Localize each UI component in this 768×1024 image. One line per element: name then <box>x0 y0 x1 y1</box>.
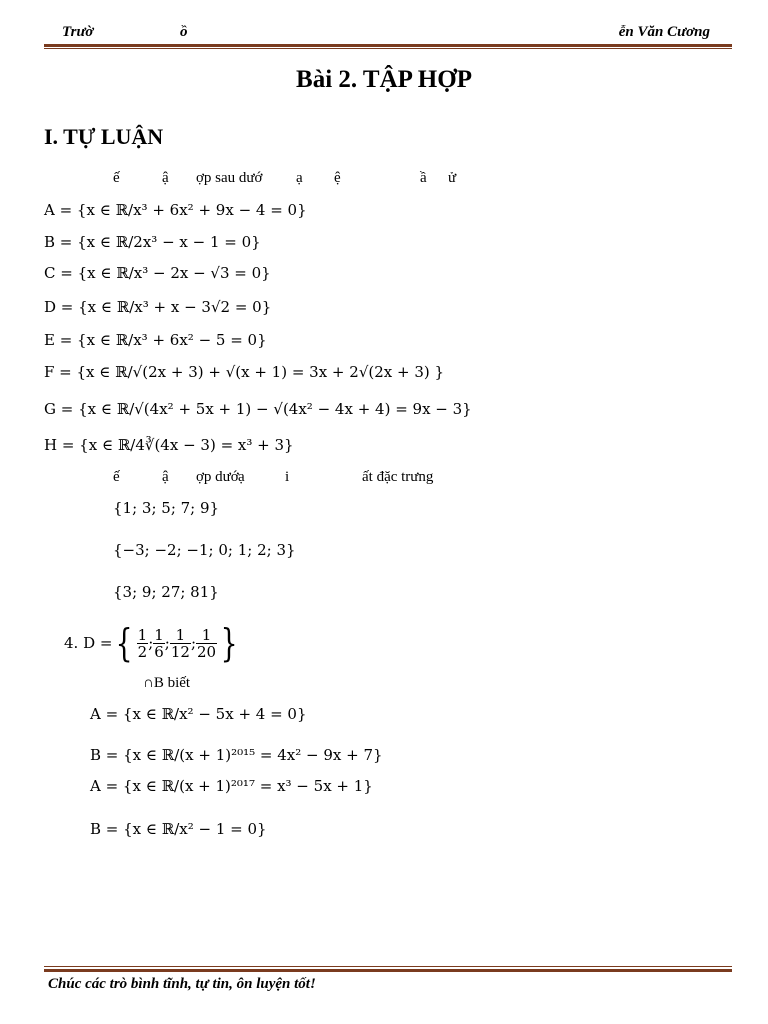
footer-text: Chúc các trò bình tĩnh, tự tin, ôn luyện tốt! <box>48 976 316 992</box>
separator: ; <box>190 634 197 652</box>
brace-close: } <box>220 621 238 665</box>
footer-rule-thick <box>44 969 732 972</box>
set-d-prefix: 4. D = <box>64 634 113 652</box>
fraction: $\frac{1}{2}$ <box>137 625 148 661</box>
fraction: $\frac{1}{6}$ <box>154 625 164 661</box>
header-rule-thick <box>44 44 732 47</box>
q1-fragment: ệ <box>334 170 341 186</box>
q1-fragment: ử <box>448 170 457 186</box>
set-definition: D = {x ∈ ℝ/x³ + x − 3√2 = 0} <box>44 298 272 316</box>
separator: ; <box>148 634 154 652</box>
set-d-fractions <box>64 621 241 665</box>
separator: ; <box>164 634 170 652</box>
header-rule-thin <box>44 48 732 49</box>
set-definition: G = {x ∈ ℝ/√(4x² + 5x + 1) − √(4x² − 4x + 4) = 9x − 3} <box>44 400 472 418</box>
header-author: ễn Văn Cương <box>618 24 710 40</box>
set-definition: F = {x ∈ ℝ/√(2x + 3) + √(x + 1) = 3x + 2√(2x + 3) } <box>44 363 445 381</box>
q1-fragment: ậ <box>162 170 169 186</box>
header-school: Trườ <box>62 24 94 40</box>
set-definition: E = {x ∈ ℝ/x³ + 6x² − 5 = 0} <box>44 331 267 349</box>
set-pair: A = {x ∈ ℝ/(x + 1)²⁰¹⁷ = x³ − 5x + 1} <box>90 777 373 795</box>
q1-fragment: ầ <box>420 170 427 186</box>
q1-fragment: ợp sau dướ <box>196 170 263 186</box>
q1-fragment: ế <box>113 170 120 186</box>
q2-fragment: ạ <box>238 469 245 485</box>
q2-fragment: ất đặc trưng <box>362 469 434 485</box>
header-middle: ồ <box>180 24 188 40</box>
listed-set: {3; 9; 27; 81} <box>113 583 219 601</box>
page-title: Bài 2. TẬP HỢP <box>296 66 472 93</box>
set-definition: C = {x ∈ ℝ/x³ − 2x − √3 = 0} <box>44 264 271 282</box>
set-pair: B = {x ∈ ℝ/(x + 1)²⁰¹⁵ = 4x² − 9x + 7} <box>90 746 383 764</box>
set-definition: A = {x ∈ ℝ/x³ + 6x² + 9x − 4 = 0} <box>44 201 307 219</box>
set-pair: A = {x ∈ ℝ/x² − 5x + 4 = 0} <box>90 705 307 723</box>
q2-fragment: ế <box>113 469 120 485</box>
q3-label: ∩B biết <box>143 675 191 691</box>
footer-rule-thin <box>44 966 732 967</box>
fraction: $\frac{1}{20}$ <box>197 625 217 661</box>
q1-fragment: ạ <box>296 170 303 186</box>
listed-set: {1; 3; 5; 7; 9} <box>113 499 220 517</box>
listed-set: {−3; −2; −1; 0; 1; 2; 3} <box>113 541 296 559</box>
set-pair: B = {x ∈ ℝ/x² − 1 = 0} <box>90 820 267 838</box>
q2-fragment: i <box>285 469 290 485</box>
set-definition: B = {x ∈ ℝ/2x³ − x − 1 = 0} <box>44 233 261 251</box>
fraction: $\frac{1}{12}$ <box>170 625 190 661</box>
q2-fragment: ợp dướ <box>196 469 239 485</box>
q2-fragment: ậ <box>162 469 169 485</box>
brace-open: { <box>116 621 134 665</box>
set-definition: H = {x ∈ ℝ/4∛(4x − 3) = x³ + 3} <box>44 436 294 454</box>
section-heading: I. TỰ LUẬN <box>44 124 164 149</box>
